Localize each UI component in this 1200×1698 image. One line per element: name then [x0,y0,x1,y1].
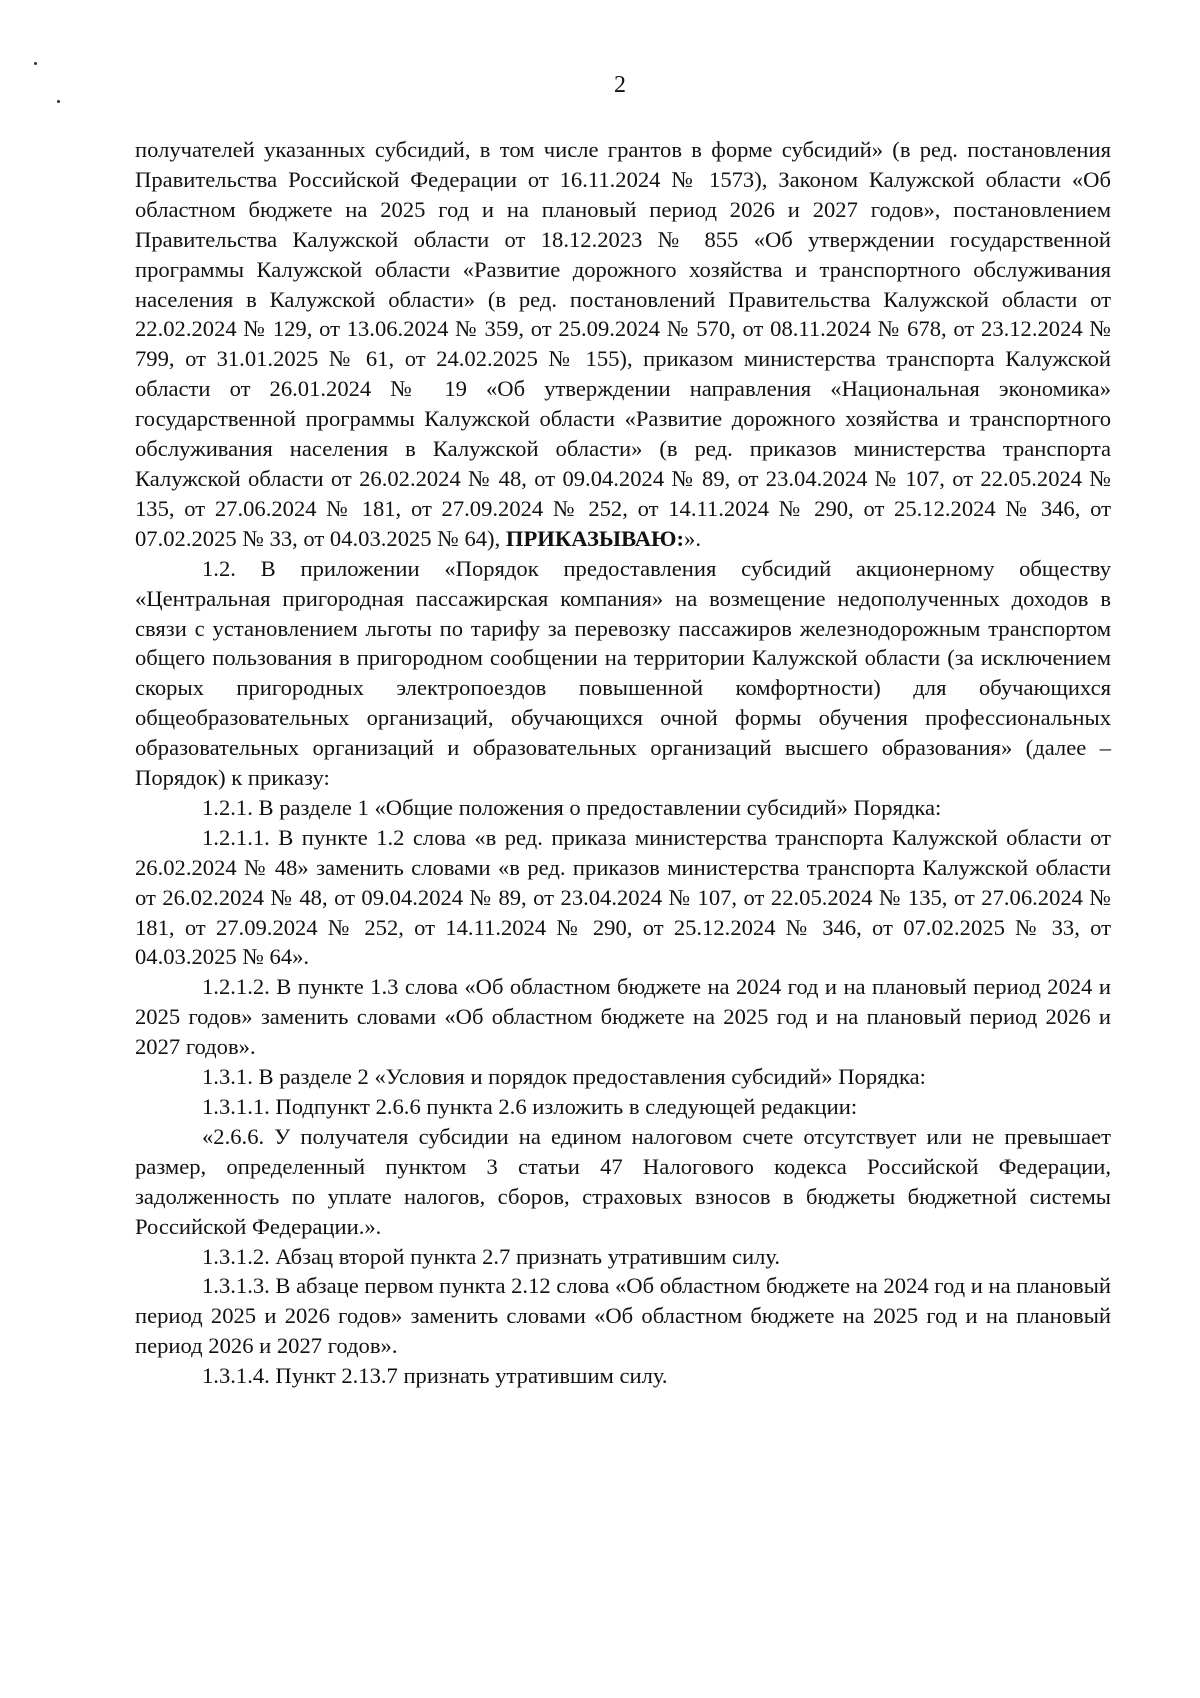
paragraph-1-2-1: 1.2.1. В разделе 1 «Общие положения о предоставлении субсидий» Порядка: [202,794,942,820]
paragraph-1-2-1-1: 1.2.1.1. В пункте 1.2 слова «в ред. приказа министерства транспорта Калужской области от 26.02.2024 № 48» заменить словами «в ред. приказов министерства транспорта Калужской области от 26.02.2024 № 48, от 09.04.2024 № 89, от 23.04.2024 № 107, от 22.05.2024 № 135, от 27.06.2024 № 181, от 27.09.2024 № 252, от 14.11.2024 № 290, от 25.12.2024 № 346, от 07.02.2025 № 33, от 04.03.2025 № 64». [135,824,1111,970]
paragraph-1-3-1: 1.3.1. В разделе 2 «Условия и порядок предоставления субсидий» Порядка: [202,1064,926,1090]
paragraph-1-2: 1.2. В приложении «Порядок предоставления субсидий акционерному обществу «Центральная пригородная пассажирская компания» на возмещение недополученных доходов в связи с установлением льготы по тарифу за перевозку пассажиров железнодорожным транспортом общего пользования в пригородном сообщении на территории Калужской области (за исключением скорых пригородных электропоездов повышенной комфортности) для обучающихся общеобразовательных организаций, обучающихся очной формы обучения профессиональных образовательных организаций и образовательных организаций высшего образования» (далее – Порядок) к приказу: [135,555,1111,791]
paragraph-2-6-6: «2.6.6. У получателя субсидии на едином налоговом счете отсутствует или не превышает размер, определенный пунктом 3 статьи 47 Налогового кодекса Российской Федерации, задолженность по уплате налогов, сборов, страховых взносов в бюджеты бюджетной системы Российской Федерации.». [135,1123,1111,1239]
page-number: 2 [614,72,626,98]
scan-speck [57,100,60,103]
paragraph-tail: ». [684,525,701,551]
scan-speck [34,62,37,65]
paragraph-text: получателей указанных субсидий, в том числе грантов в форме субсидий» (в ред. постановления Правительства Российской Федерации от 16.11.2024 № 1573), Законом Калужской области «Об областном бюджете на 2025 год и на плановый период 2026 и 2027 годов», постановлением Правительства Калужской области от 18.12.2023 № 855 «Об утверждении государственной программы Калужской области «Развитие дорожного хозяйства и транспортного обслуживания населения в Калужской области» (в ред. постановлений Правительства Калужской области от 22.02.2024 № 129, от 13.06.2024 № 359, от 25.09.2024 № 570, от 08.11.2024 № 678, от 23.12.2024 № 799, от 31.01.2025 № 61, от 24.02.2025 № 155), приказом министерства транспорта Калужской области от 26.01.2024 № 19 «Об утверждении направления «Национальная экономика» государственной программы Калужской области «Развитие дорожного хозяйства и транспортного обслуживания населения в Калужской области» (в ред. приказов министерства транспорта Калужской области от 26.02.2024 № 48, от 09.04.2024 № 89, от 23.04.2024 № 107, от 22.05.2024 № 135, от 27.06.2024 № 181, от 27.09.2024 № 252, от 14.11.2024 № 290, от 25.12.2024 № 346, от 07.02.2025 № 33, от 04.03.2025 № 64), [135,137,1111,551]
document-body [135,135,1111,1391]
paragraph-1-3-1-2: 1.3.1.2. Абзац второй пункта 2.7 признать утратившим силу. [202,1243,781,1269]
paragraph-1-3-1-1: 1.3.1.1. Подпункт 2.6.6 пункта 2.6 изложить в следующей редакции: [202,1094,858,1119]
paragraph-1-3-1-3: 1.3.1.3. В абзаце первом пункта 2.12 слова «Об областном бюджете на 2024 год и на плановый период 2025 и 2026 годов» заменить словами «Об областном бюджете на 2025 год и на плановый период 2026 и 2027 годов». [135,1273,1111,1359]
paragraph-1-3-1-4: 1.3.1.4. Пункт 2.13.7 признать утратившим силу. [202,1363,668,1389]
paragraph-continuation [135,135,1111,554]
paragraph-1-2-1-2: 1.2.1.2. В пункте 1.3 слова «Об областном бюджете на 2024 год и на плановый период 2024 и 2025 годов» заменить словами «Об областном бюджете на 2025 год и на плановый период 2026 и 2027 годов». [135,974,1111,1060]
order-keyword: ПРИКАЗЫВАЮ: [505,525,685,551]
